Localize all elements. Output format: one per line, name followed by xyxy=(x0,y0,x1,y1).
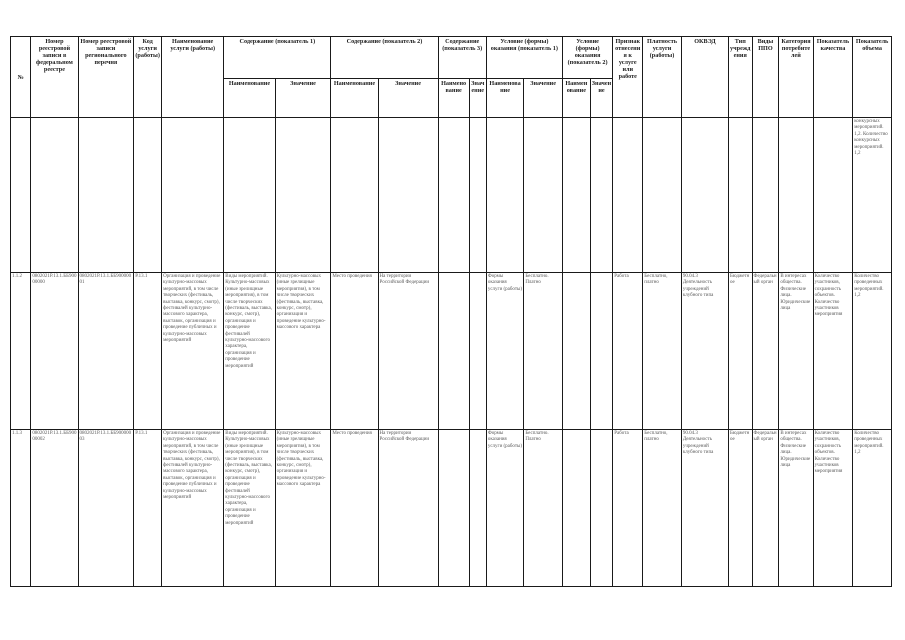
header-cond1-name: Наименование xyxy=(486,79,524,118)
row-quality: Количество участников, сохранность объектов. Количество участников мероприятия xyxy=(813,273,853,430)
row-cond1-value: Бесплатно. Платно xyxy=(524,430,563,587)
header-c3-name: Наименование xyxy=(438,79,469,118)
header-cond1-value: Значение xyxy=(524,79,563,118)
header-okved: ОКВЭД xyxy=(681,37,728,118)
header-ppo: Виды ППО xyxy=(752,37,779,118)
row-payment: Бесплатно, платно xyxy=(643,273,682,430)
row-c1-value: Культурно-массовых (иные зрелищные мероприятия), в том числе творческих (фестиваль, выставка, конкурс, смотр), организация и проведение культурно-массового характера xyxy=(275,430,331,587)
header-condition-2: Условие (формы) оказания (показатель 2) xyxy=(562,37,612,79)
header-cond2-value: Значение xyxy=(590,79,613,118)
row-attribute: Работа xyxy=(613,273,643,430)
row-code: Р.13.1 xyxy=(134,430,162,587)
row-cond2-value xyxy=(590,430,613,587)
row-reg-number-subject: 0802021Р.13.1.ББ90000001 xyxy=(78,273,134,430)
header-category: Категория потребителей xyxy=(779,37,813,118)
row-c3-value xyxy=(469,273,486,430)
row-cond2-value xyxy=(590,273,613,430)
row-c1-name: Виды мероприятий. Культурно-массовых (иные зрелищные мероприятия), в том числе творческих (фестиваль, выставка, конкурс, смотр), организация и проведение фестивалей культурно-массового характера, организация и проведение мероприятий xyxy=(224,273,275,430)
row-c1-value: Культурно-массовых (иные зрелищные мероприятия), в том числе творческих (фестиваль, выставка, конкурс, смотр), организация и проведение культурно-массового характера xyxy=(275,273,331,430)
table-row xyxy=(11,430,892,587)
header-reg-number-subject: Номер реестровой записи регионального перечня xyxy=(78,37,134,118)
header-c1-value: Значение xyxy=(275,79,331,118)
row-c2-name: Место проведения xyxy=(331,273,378,430)
header-c2-name: Наименование xyxy=(331,79,378,118)
row-cond1-name: Формы оказания услуги (работы) xyxy=(486,273,524,430)
row-c2-name: Место проведения xyxy=(331,430,378,587)
header-content-1: Содержание (показатель 1) xyxy=(224,37,331,79)
header-num: № xyxy=(11,37,31,118)
header-c2-value: Значение xyxy=(378,79,438,118)
header-volume: Показатель объема xyxy=(853,37,892,118)
row-c2-value: На территории Российской Федерации xyxy=(378,430,438,587)
header-content-3: Содержание (показатель 3) xyxy=(438,37,486,79)
header-content-2: Содержание (показатель 2) xyxy=(331,37,438,79)
row-reg-number: 0802021Р.13.1.ББ90000002 xyxy=(31,430,78,587)
header-c3-value: Значение xyxy=(469,79,486,118)
header-attribute: Признак отнесения к услуге или работе xyxy=(613,37,643,118)
row-code: Р.13.1 xyxy=(134,273,162,430)
header-institution-type: Тип учреждения xyxy=(728,37,752,118)
row-c3-name xyxy=(438,430,469,587)
header-payment: Платность услуги (работы) xyxy=(643,37,682,118)
row-okved: 90.04.3 Деятельность учреждений клубного типа xyxy=(681,273,728,430)
header-reg-number: Номер реестровой записи в федеральном реестре xyxy=(31,37,78,118)
row-okved: 90.04.3 Деятельность учреждений клубного типа xyxy=(681,430,728,587)
header-cond2-name: Наименование xyxy=(562,79,590,118)
row-c2-value: На территории Российской Федерации xyxy=(378,273,438,430)
row-quality: Количество участников, сохранность объектов. Количество участников мероприятия xyxy=(813,430,853,587)
row-c3-value xyxy=(469,430,486,587)
row-reg-number: 0802021Р.13.1.ББ90000000 xyxy=(31,273,78,430)
row-c3-name xyxy=(438,273,469,430)
row-payment: Бесплатно, платно xyxy=(643,430,682,587)
row-ppo: Федеральный орган xyxy=(752,273,779,430)
header-code: Код услуги (работы) xyxy=(134,37,162,118)
row-cond1-value: Бесплатно. Платно xyxy=(524,273,563,430)
table-row-continuation xyxy=(11,118,892,273)
row-attribute: Работа xyxy=(613,430,643,587)
row-cond1-name: Формы оказания услуги (работы) xyxy=(486,430,524,587)
table-row xyxy=(11,273,892,430)
row-category: В интересах общества. Физические лица. Юридические лица xyxy=(779,273,813,430)
header-c1-name: Наименование xyxy=(224,79,275,118)
row-reg-number-subject: 0802021Р.13.1.ББ90000003 xyxy=(78,430,134,587)
header-name: Наименование услуги (работы) xyxy=(162,37,224,118)
row-institution-type: Бюджетное xyxy=(728,273,752,430)
row-c1-name: Виды мероприятий. Культурно-массовых (иные зрелищные мероприятия), в том числе творческих (фестиваль, выставка, конкурс, смотр), организация и проведение фестивалей культурно-массового характера, организация и проведение мероприятий xyxy=(224,430,275,587)
row-volume: Количество проведенных мероприятий. 1,2 xyxy=(853,273,892,430)
row-institution-type: Бюджетное xyxy=(728,430,752,587)
header-quality: Показатель качества xyxy=(813,37,853,118)
continuation-volume: конкурсных мероприятий. 1,2. Количество конкурсных мероприятий. 1,2 xyxy=(853,118,892,273)
row-cond2-name xyxy=(562,430,590,587)
registry-table xyxy=(10,36,892,587)
row-ppo: Федеральный орган xyxy=(752,430,779,587)
row-name: Организация и проведение культурно-массовых мероприятий, в том числе творческих (фестиваль, выставка, конкурс, смотр), фестивалей культурно-массового характера, выставок, организация и проведение публичных и культурно-массовых мероприятий xyxy=(162,430,224,587)
row-num: 1.1.2 xyxy=(11,273,31,430)
row-cond2-name xyxy=(562,273,590,430)
header-condition-1: Условие (формы) оказания (показатель 1) xyxy=(486,37,562,79)
row-volume: Количество проведенных мероприятий. 1,2 xyxy=(853,430,892,587)
row-name: Организация и проведение культурно-массовых мероприятий, в том числе творческих (фестиваль, выставка, конкурс, смотр), фестивалей культурно-массового характера, выставок, организация и проведение публичных и культурно-массовых мероприятий xyxy=(162,273,224,430)
row-num: 1.1.3 xyxy=(11,430,31,587)
row-category: В интересах общества. Физические лица. Юридические лица xyxy=(779,430,813,587)
